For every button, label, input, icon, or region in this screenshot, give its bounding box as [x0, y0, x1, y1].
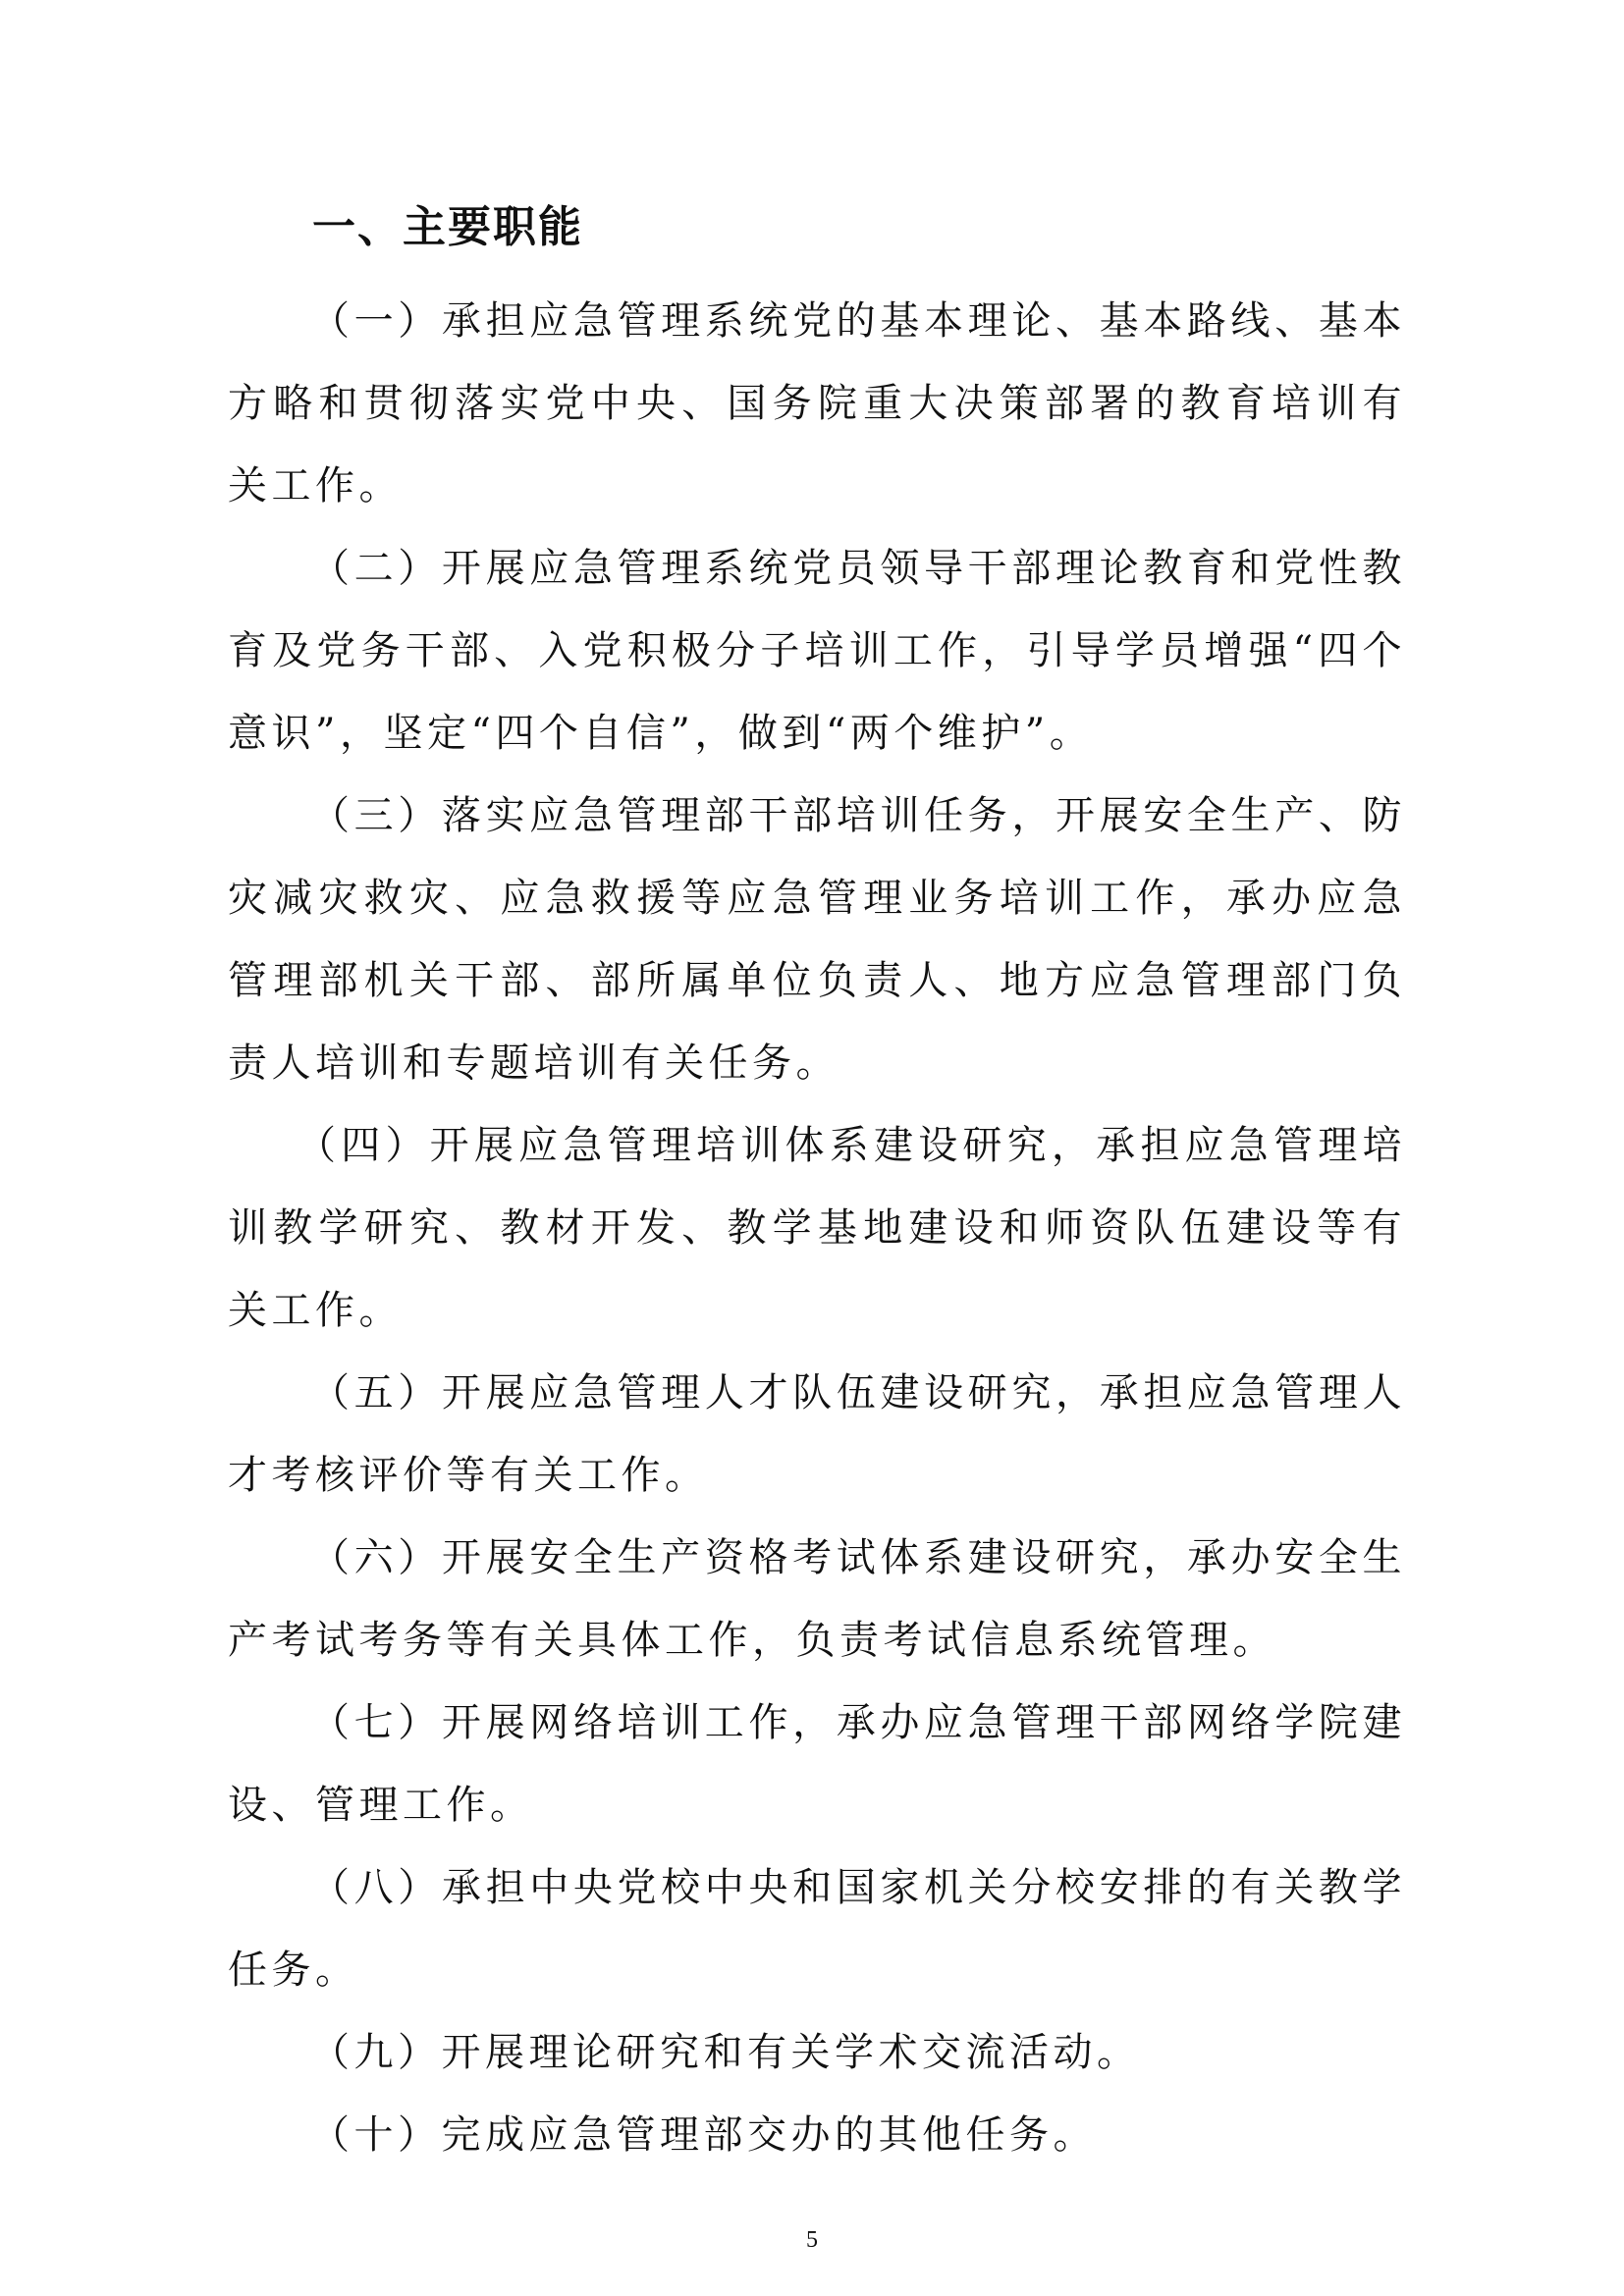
paragraph-3: （三）落实应急管理部干部培训任务，开展安全生产、防灾减灾救灾、应急救援等应急管理业务培训工作，承办应急管理部机关干部、部所属单位负责人、地方应急管理部门负责人培训和专题培训有关任务。: [228, 793, 1406, 1086]
page-number: 5: [806, 2227, 818, 2253]
paragraph-5: （五）开展应急管理人才队伍建设研究，承担应急管理人才考核评价等有关工作。: [228, 1370, 1406, 1498]
body-text: [228, 280, 1406, 2176]
paragraph-8: （八）承担中央党校中央和国家机关分校安排的有关教学任务。: [228, 1865, 1406, 1993]
paragraph-6: （六）开展安全生产资格考试体系建设研究，承办安全生产考试考务等有关具体工作，负责考试信息系统管理。: [228, 1535, 1406, 1663]
section-heading: 一、主要职能: [312, 202, 583, 252]
paragraph-2: （二）开展应急管理系统党员领导干部理论教育和党性教育及党务干部、入党积极分子培训工作，引导学员增强“四个意识”，坚定“四个自信”，做到“两个维护”。: [228, 546, 1406, 756]
paragraph-10: （十）完成应急管理部交办的其他任务。: [310, 2112, 1097, 2158]
paragraph-7: （七）开展网络培训工作，承办应急管理干部网络学院建设、管理工作。: [228, 1700, 1406, 1828]
paragraph-1: （一）承担应急管理系统党的基本理论、基本路线、基本方略和贯彻落实党中央、国务院重大决策部署的教育培训有关工作。: [228, 298, 1406, 508]
paragraph-9: （九）开展理论研究和有关学术交流活动。: [310, 2030, 1141, 2075]
paragraph-4: （四）开展应急管理培训体系建设研究，承担应急管理培训教学研究、教材开发、教学基地建设和师资队伍建设等有关工作。: [228, 1123, 1406, 1333]
